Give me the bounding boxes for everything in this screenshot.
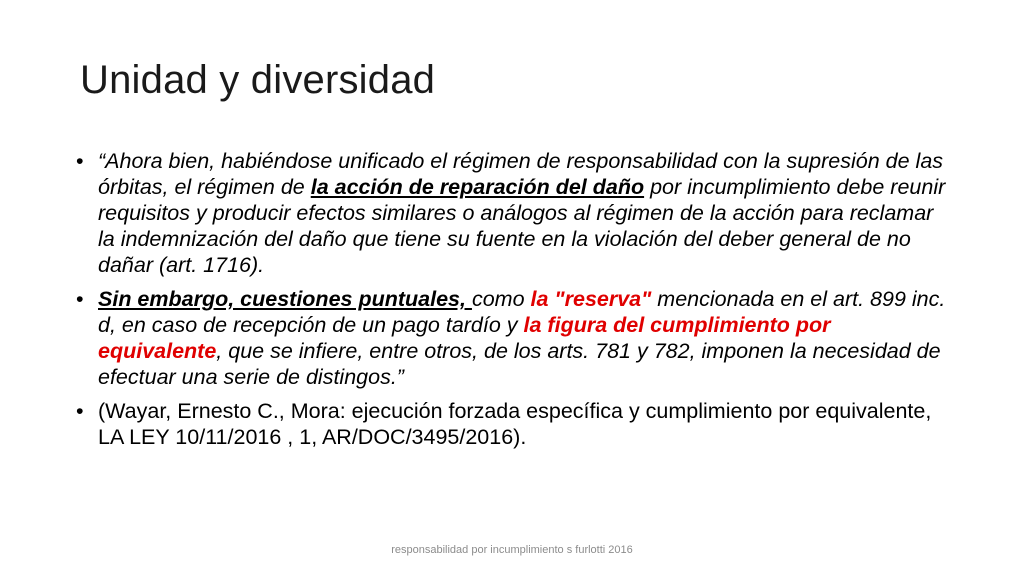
- citation-text: (Wayar, Ernesto C., Mora: ejecución forzada específica y cumplimiento por equivalente, LA LEY 10/11/2016 , 1, AR/DOC/3495/2016).: [98, 399, 932, 449]
- bullet-item-citation: [76, 398, 956, 450]
- bullet-dot-icon: •: [76, 399, 84, 423]
- slide-footer: responsabilidad por incumplimiento s furlotti 2016: [391, 544, 633, 556]
- quote-emphasis-sin-embargo: Sin embargo, cuestiones puntuales,: [98, 287, 472, 311]
- slide-title: Unidad y diversidad: [80, 58, 436, 102]
- slide-body: [76, 148, 956, 458]
- quote-text-2a: como: [471, 287, 531, 311]
- quote-text-1a: “Ahora bien, habiéndose unificado el régimen de responsabilidad con la supresión de las órbitas, el régimen de: [98, 149, 944, 199]
- bullet-item-quote-1: [76, 148, 956, 278]
- bullet-list: [76, 148, 956, 450]
- quote-emphasis-figura-equivalente: la figura del cumplimiento por equivalente: [98, 313, 831, 363]
- quote-emphasis-accion-reparacion: la acción de reparación del daño: [310, 175, 645, 199]
- quote-text-2c: , que se infiere, entre otros, de los arts. 781 y 782, imponen la necesidad de efectuar una serie de distingos.”: [98, 339, 941, 389]
- quote-emphasis-reserva: la "reserva": [530, 287, 652, 311]
- bullet-item-quote-2: [76, 286, 956, 390]
- quote-text-2b: mencionada en el art. 899 inc. d, en caso de recepción de un pago tardío y: [98, 287, 946, 337]
- quote-text-1b: por incumplimiento debe reunir requisitos y producir efectos similares o análogos al régimen de la acción para reclamar la indemnización del daño que tiene su fuente en la violación del deber general de no dañar (art. 1716).: [98, 175, 946, 277]
- bullet-dot-icon: •: [76, 149, 84, 173]
- bullet-dot-icon: •: [76, 287, 84, 311]
